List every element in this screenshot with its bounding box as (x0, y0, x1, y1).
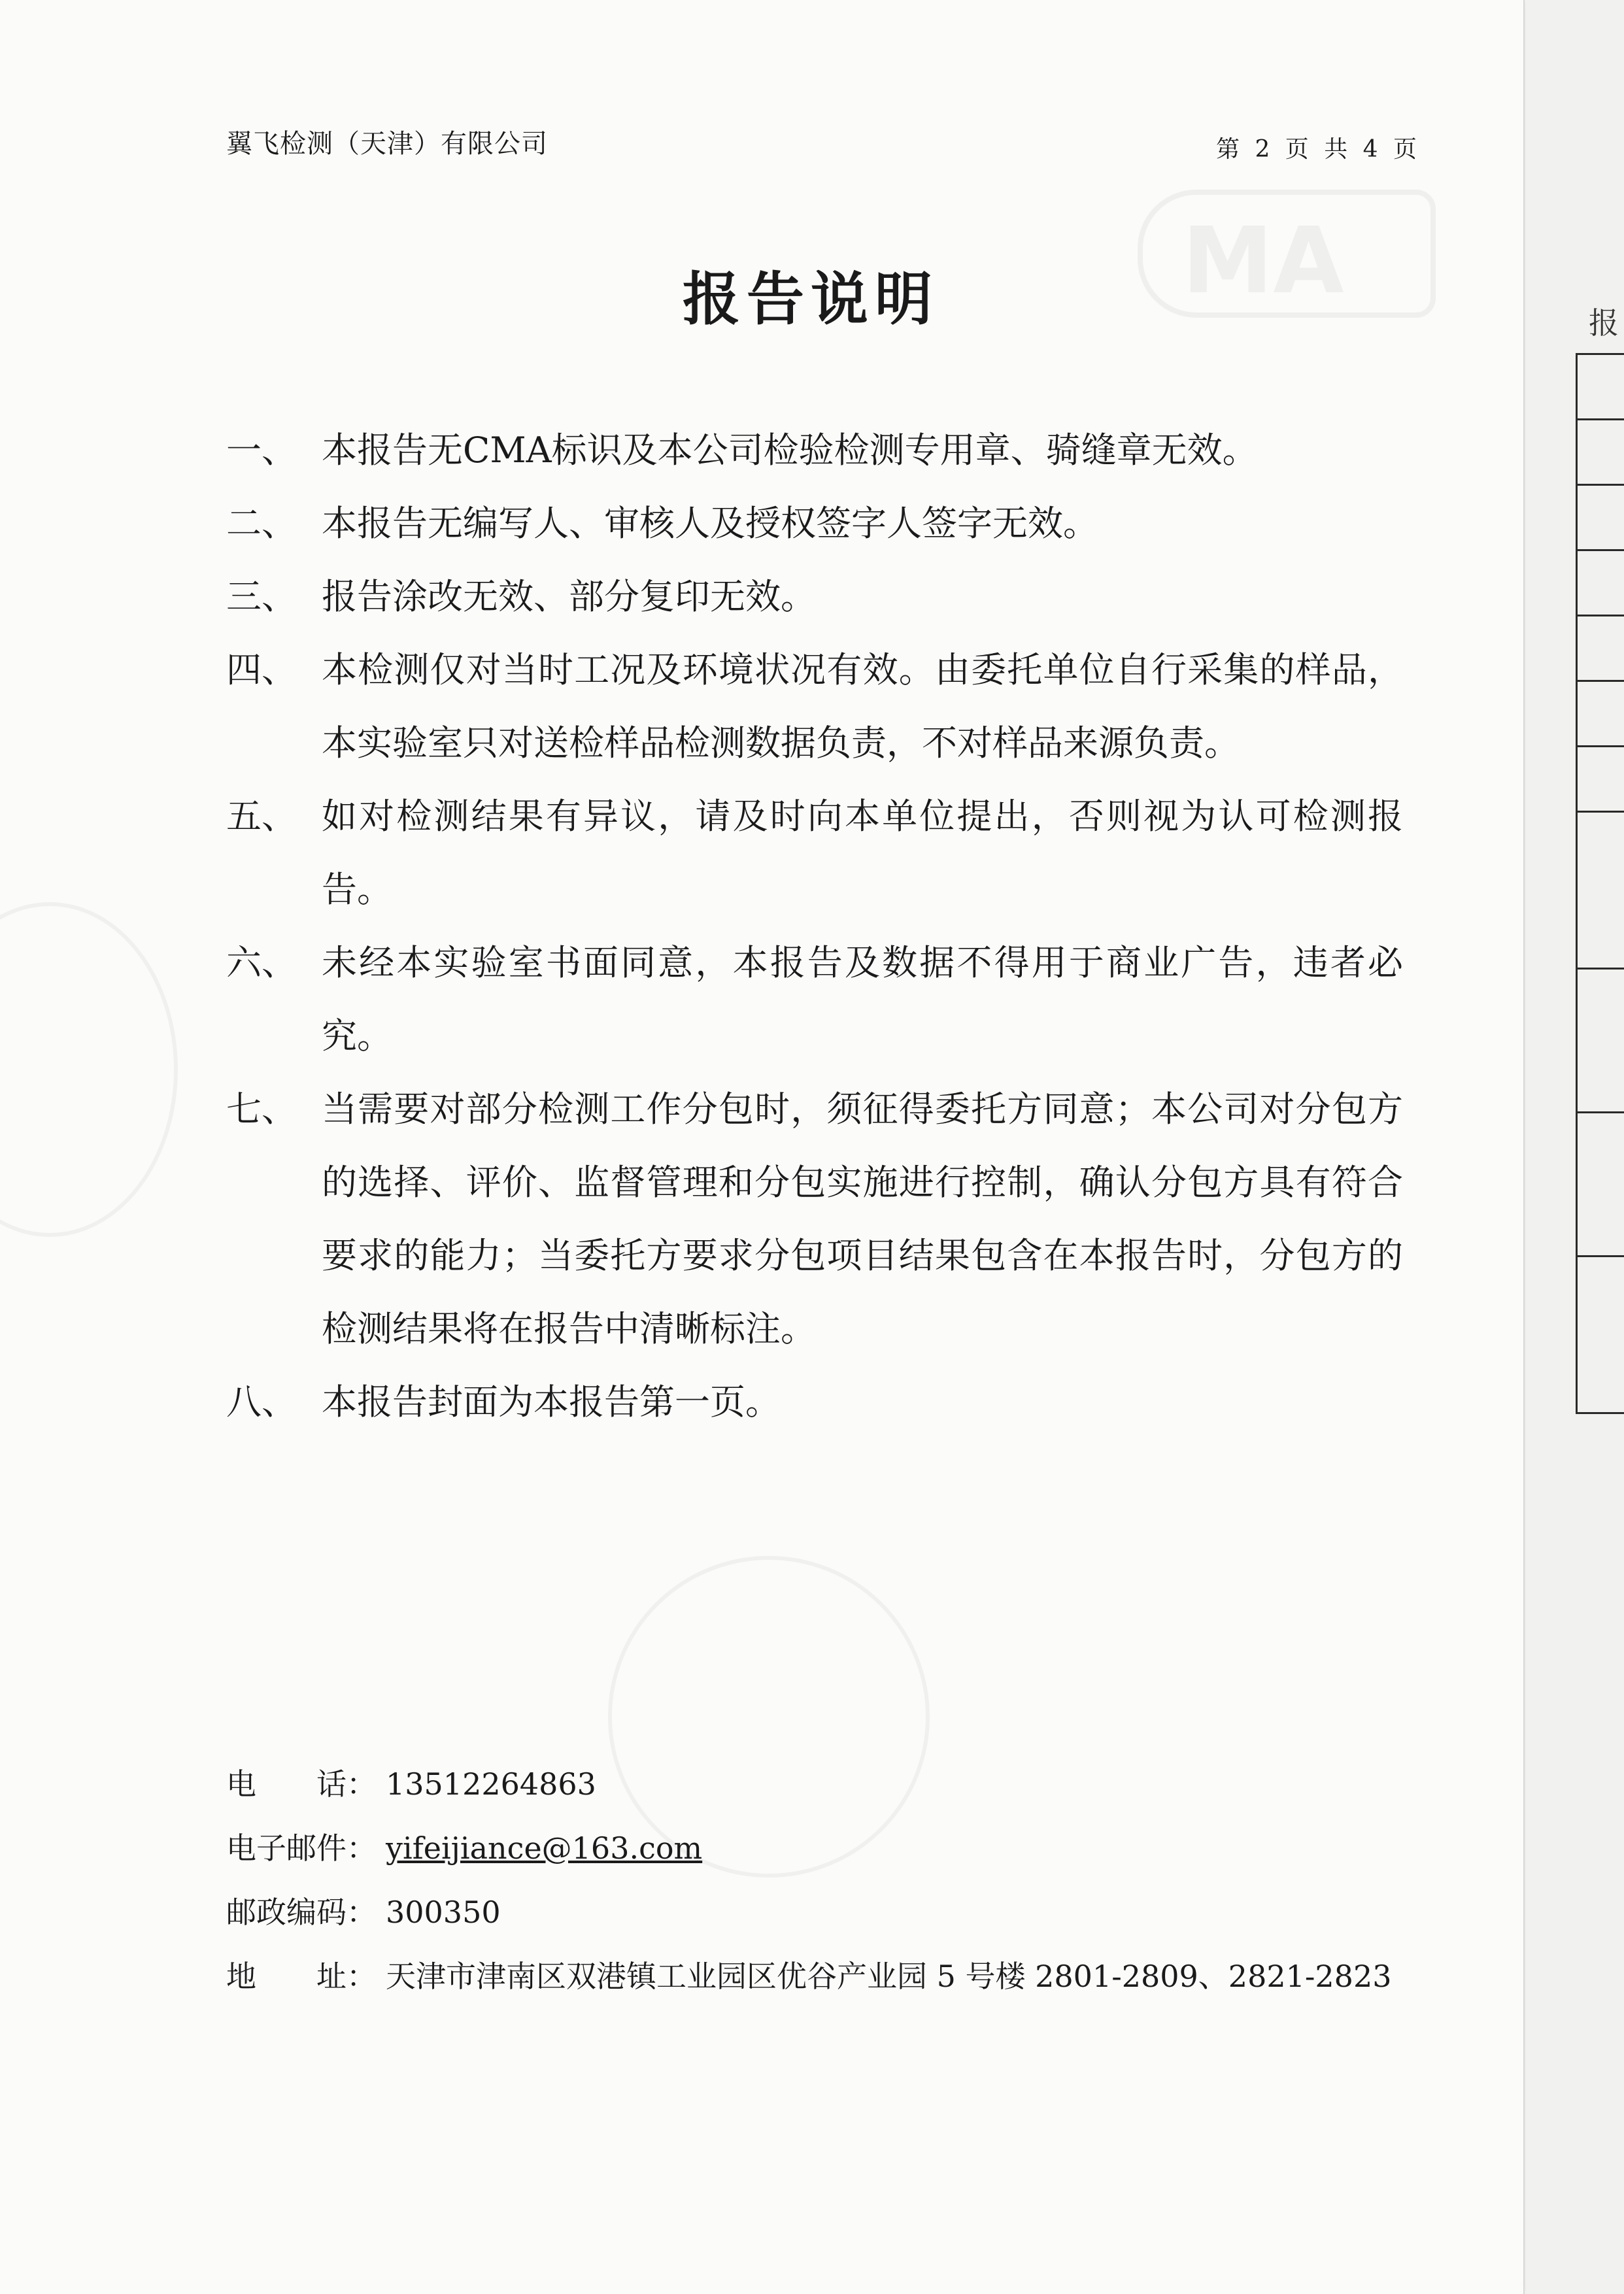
address-label: 地 址： (226, 1959, 377, 1994)
adjacent-page-fragment (1526, 0, 1624, 2294)
phone-label: 电 话： (226, 1766, 377, 1802)
clause-number: 一、 (226, 430, 297, 471)
clause-text: 本检测仅对当时工况及环境状况有效。由委托单位自行采集的样品，本实验室只对送检样品检测数据负责，不对样品来源负责。 (322, 649, 1403, 764)
email-value: yifeijiance@163.com (386, 1830, 703, 1866)
clause-text: 如对检测结果有异议，请及时向本单位提出，否则视为认可检测报告。 (322, 796, 1403, 910)
email-label: 电子邮件： (226, 1830, 377, 1866)
clause-item (226, 633, 1403, 780)
clause-text: 报告涂改无效、部分复印无效。 (322, 576, 816, 617)
clause-text: 本报告封面为本报告第一页。 (322, 1381, 781, 1423)
clause-number: 七、 (226, 1088, 297, 1130)
clause-item (226, 1073, 1403, 1366)
clause-item (226, 780, 1403, 926)
postcode-row (226, 1880, 1391, 1944)
clause-text: 未经本实验室书面同意，本报告及数据不得用于商业广告，违者必究。 (322, 942, 1403, 1056)
clause-item (226, 414, 1403, 487)
address-row (226, 1944, 1391, 2008)
address-value: 天津市津南区双港镇工业园区优谷产业园 5 号楼 2801-2809、2821-2823 (386, 1959, 1392, 1994)
clause-text: 本报告无编写人、审核人及授权签字人签字无效。 (322, 503, 1098, 544)
clause-text: 本报告无CMA标识及本公司检验检测专用章、骑缝章无效。 (322, 430, 1258, 471)
clause-number: 二、 (226, 503, 297, 544)
company-name: 翼飞检测（天津）有限公司 (226, 129, 548, 159)
clause-number: 五、 (226, 796, 297, 837)
phone-row (226, 1752, 1391, 1816)
clause-number: 四、 (226, 649, 297, 690)
clause-number: 三、 (226, 576, 297, 617)
adjacent-table-border (1576, 353, 1578, 1412)
postcode-value: 300350 (386, 1895, 501, 1930)
page-number: 第 2 页 共 4 页 (1216, 136, 1421, 163)
phone-value: 13512264863 (386, 1766, 596, 1802)
clause-number: 八、 (226, 1381, 297, 1423)
clause-number: 六、 (226, 942, 297, 983)
clause-item (226, 1366, 1403, 1439)
page-title: 报告说明 (682, 265, 939, 333)
partial-seal-watermark (0, 902, 178, 1237)
clause-item (226, 926, 1403, 1073)
clause-item (226, 560, 1403, 633)
clause-item (226, 487, 1403, 560)
postcode-label: 邮政编码： (226, 1895, 377, 1930)
clause-text: 当需要对部分检测工作分包时，须征得委托方同意；本公司对分包方的选择、评价、监督管理和分包实施进行控制，确认分包方具有符合要求的能力；当委托方要求分包项目结果包含在本报告时，分包方的检测结果将在报告中清晰标注。 (322, 1088, 1403, 1349)
email-row (226, 1816, 1391, 1880)
adjacent-page-text: 报 (1589, 305, 1619, 341)
cma-watermark: MA (1138, 190, 1436, 318)
contact-info (226, 1752, 1391, 2008)
clause-list (226, 414, 1403, 1439)
